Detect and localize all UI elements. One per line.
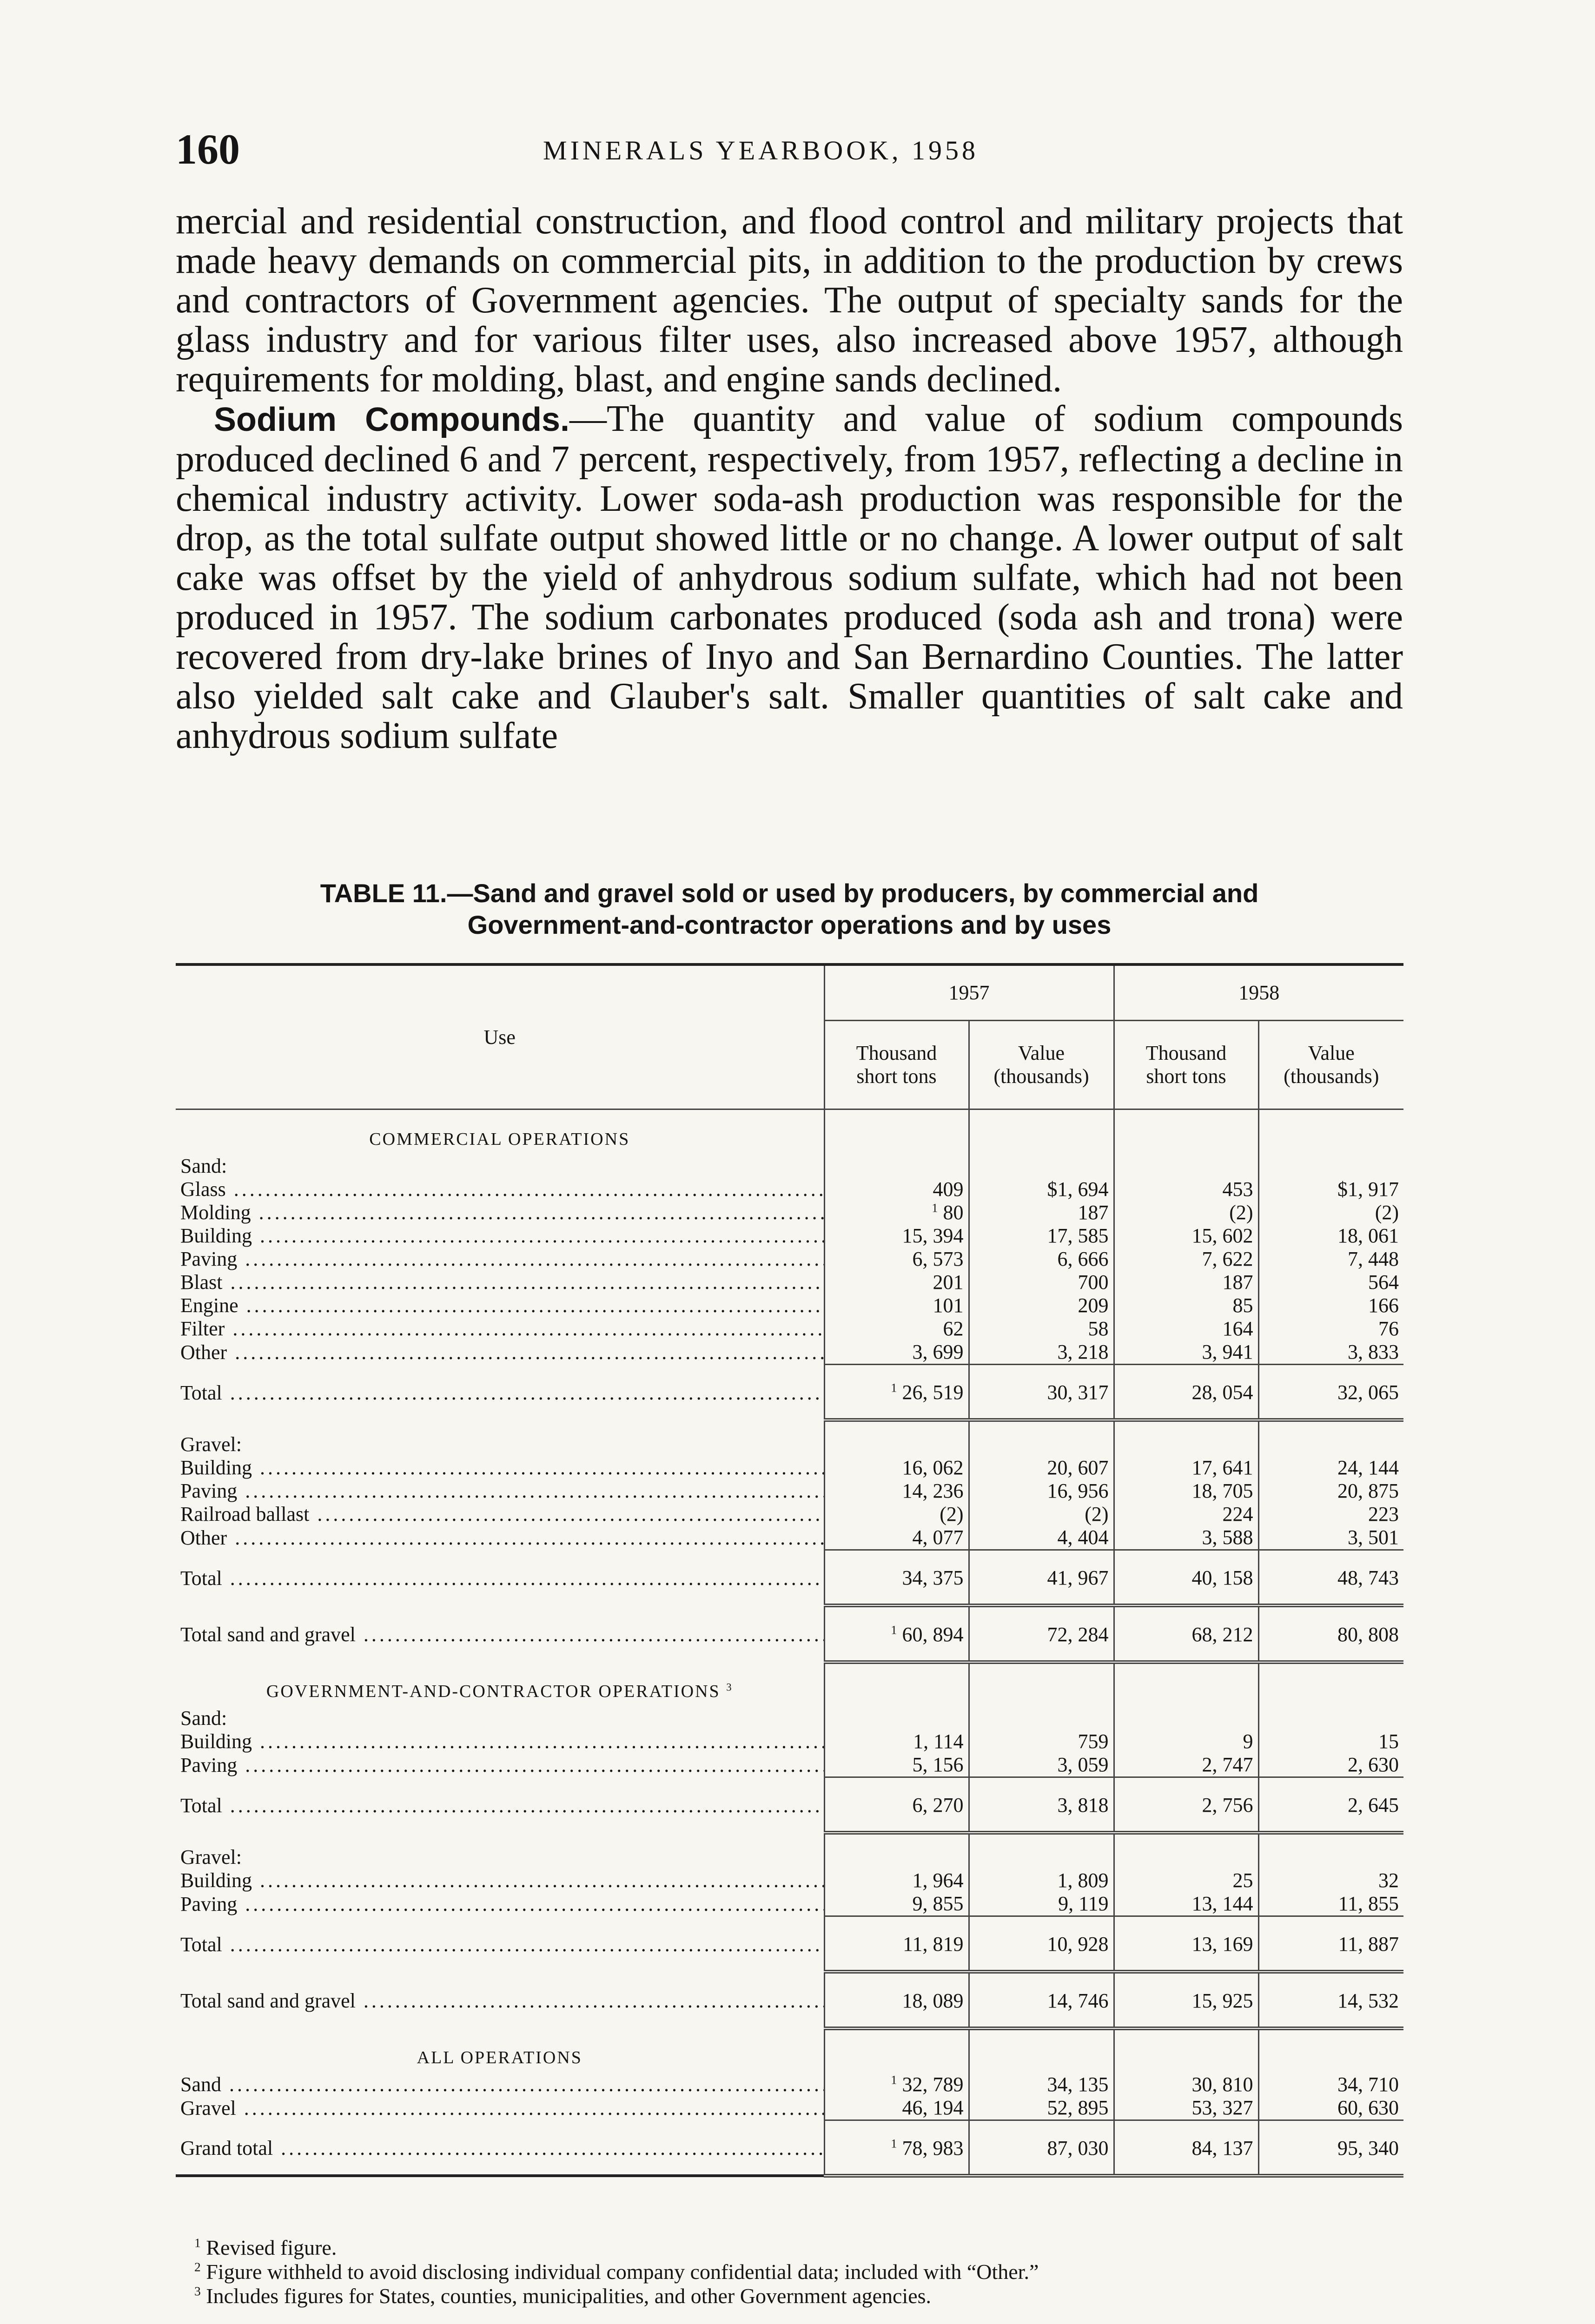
cell-tons-1958: 18, 705 [1114,1479,1258,1503]
column-header-tons-1958: Thousand short tons [1114,1021,1258,1109]
table-row [176,1271,1403,1294]
cell-value-1958: 14, 532 [1258,1972,1403,2028]
cell-tons-1957: 3, 699 [824,1340,969,1365]
empty-cell [1258,1662,1403,1707]
cell-tons-1958: 53, 327 [1114,2096,1258,2120]
cell-use: Engine ..... [176,1294,824,1317]
group-label-row [176,1155,1403,1178]
cell-use: Building ..... [176,1730,824,1753]
running-title: MINERALS YEARBOOK, 1958 [543,135,979,165]
cell-value-1958: 3, 501 [1258,1526,1403,1550]
cell-value-1957: 58 [969,1317,1114,1340]
spacer-row [176,1833,1403,1846]
column-header-1958: 1958 [1114,964,1403,1021]
column-header-1957: 1957 [824,964,1114,1021]
cell-tons-1957: 1, 114 [824,1730,969,1753]
cell-value-1958: 564 [1258,1271,1403,1294]
run-in-heading: Sodium Compounds. [214,401,570,438]
group-label-row [176,1846,1403,1869]
cell-tons-1958: 7, 622 [1114,1248,1258,1271]
cell-value-1957: 4, 404 [969,1526,1114,1550]
footnote [194,2284,1403,2308]
cell-tons-1957: $^1$ 32, 789 [824,2073,969,2096]
empty-cell [824,1155,969,1178]
cell-use: Filter ..... [176,1317,824,1340]
cell-value-1958: 24, 144 [1258,1456,1403,1479]
table-row [176,1365,1403,1420]
cell-tons-1958: 187 [1114,1271,1258,1294]
empty-cell [824,1433,969,1456]
cell-use: Paving ..... [176,1248,824,1271]
cell-use: Building ..... [176,1869,824,1892]
cell-use: Paving ..... [176,1753,824,1777]
cell-value-1958: 223 [1258,1503,1403,1526]
cell-tons-1958: 2, 756 [1114,1777,1258,1833]
paragraph-text: —The quantity and value of sodium compounds produced declined 6 and 7 percent, respectively, from 1957, reflecting a decline in chemical industry activity. Lower soda-ash production was responsible for the drop, as the total sulfate output showed little or no change. A lower output of salt cake was offset by the yield of anhydrous sodium sulfate, which had not been produced in 1957. The sodium carbonates produced (soda ash and trona) were recovered from dry-lake brines of Inyo and San Bernardino Counties. The latter also yielded salt cake and Glauber's salt. Smaller quantities of salt cake and anhydrous sodium sulfate [176,398,1403,756]
cell-value-1958: 3, 833 [1258,1340,1403,1365]
section-heading-row [176,1109,1403,1155]
empty-cell [1258,2028,1403,2073]
cell-value-1957: 3, 818 [969,1777,1114,1833]
cell-tons-1958: 40, 158 [1114,1550,1258,1606]
table-row [176,1340,1403,1365]
cell-use: Total sand and gravel ..... [176,1605,824,1662]
body-text [176,202,1403,756]
cell-value-1957: 34, 135 [969,2073,1114,2096]
cell-use: Gravel ..... [176,2096,824,2120]
empty-cell [969,1707,1114,1730]
table-row [176,1248,1403,1271]
cell-use: Grand total ..... [176,2120,824,2176]
cell-tons-1957: $^1$ 80 [824,1201,969,1224]
empty-cell [824,1846,969,1869]
cell-use: Total ..... [176,1916,824,1972]
cell-value-1957: 759 [969,1730,1114,1753]
table-row [176,1892,1403,1916]
cell-value-1957: (2) [969,1503,1114,1526]
cell-value-1958: (2) [1258,1201,1403,1224]
cell-tons-1958: 3, 588 [1114,1526,1258,1550]
group-label-row [176,1433,1403,1456]
cell-value-1957: 700 [969,1271,1114,1294]
empty-cell [969,1433,1114,1456]
cell-tons-1958: (2) [1114,1201,1258,1224]
column-header-value-1958: Value (thousands) [1258,1021,1403,1109]
footnote-marker: 2 [194,2259,201,2274]
table-row [176,2096,1403,2120]
footnote-text: Revised figure. [206,2236,337,2259]
table-row [176,1550,1403,1606]
cell-tons-1958: 85 [1114,1294,1258,1317]
cell-value-1957: 30, 317 [969,1365,1114,1420]
cell-value-1957: 72, 284 [969,1605,1114,1662]
cell-value-1957: 6, 666 [969,1248,1114,1271]
table-row [176,1479,1403,1503]
cell-value-1958: 95, 340 [1258,2120,1403,2176]
cell-tons-1958: 164 [1114,1317,1258,1340]
footnote-marker: 1 [194,2235,201,2250]
group-label: Gravel: [180,1433,242,1456]
footnote-marker: 1 [891,1380,897,1395]
section-heading-row [176,1662,1403,1707]
empty-cell [824,1109,969,1155]
table-row [176,1730,1403,1753]
cell-value-1958: 60, 630 [1258,2096,1403,2120]
cell-tons-1957: 46, 194 [824,2096,969,2120]
cell-value-1958: 166 [1258,1294,1403,1317]
cell-tons-1957: 101 [824,1294,969,1317]
footnote-marker: 3 [726,1681,733,1693]
table-row [176,1972,1403,2028]
empty-cell [824,2028,969,2073]
table-row [176,1503,1403,1526]
group-label: Sand: [180,1155,227,1177]
cell-value-1957: $1, 694 [969,1178,1114,1201]
cell-tons-1957: $^1$ 26, 519 [824,1365,969,1420]
cell-tons-1958: 28, 054 [1114,1365,1258,1420]
cell-value-1958: 2, 645 [1258,1777,1403,1833]
cell-tons-1957: 409 [824,1178,969,1201]
cell-tons-1958: 13, 144 [1114,1892,1258,1916]
group-label: Gravel: [180,1846,242,1868]
table-row [176,1317,1403,1340]
section-heading: GOVERNMENT-AND-CONTRACTOR OPERATIONS $^3$ [266,1681,733,1701]
empty-cell [1258,1707,1403,1730]
footnote [194,2236,1403,2260]
cell-value-1957: 209 [969,1294,1114,1317]
cell-value-1957: 41, 967 [969,1550,1114,1606]
empty-cell [824,1707,969,1730]
cell-tons-1957: 15, 394 [824,1224,969,1248]
cell-value-1958: $1, 917 [1258,1178,1403,1201]
cell-value-1957: 20, 607 [969,1456,1114,1479]
cell-use: Glass ..... [176,1178,824,1201]
cell-tons-1958: 3, 941 [1114,1340,1258,1365]
cell-value-1957: 87, 030 [969,2120,1114,2176]
cell-tons-1957: 9, 855 [824,1892,969,1916]
footnote-marker: 1 [932,1201,938,1215]
empty-cell [1114,1433,1258,1456]
cell-tons-1957: 6, 573 [824,1248,969,1271]
empty-cell [1258,1846,1403,1869]
group-label-row [176,1707,1403,1730]
cell-tons-1958: 9 [1114,1730,1258,1753]
cell-tons-1957: 34, 375 [824,1550,969,1606]
table-row [176,1777,1403,1833]
cell-value-1958: 15 [1258,1730,1403,1753]
table-row [176,1753,1403,1777]
cell-tons-1958: 84, 137 [1114,2120,1258,2176]
cell-tons-1958: 25 [1114,1869,1258,1892]
empty-cell [1114,1155,1258,1178]
page-number: 160 [176,125,240,173]
cell-use: Building ..... [176,1456,824,1479]
paragraph-continued: mercial and residential construction, and flood control and military projects that made heavy demands on commercial pits, in addition to the production by crews and contractors of Government agencies. The output of specialty sands for the glass industry and for various filter uses, also increased above 1957, although requirements for molding, blast, and engine sands declined. [176,201,1403,400]
sand-gravel-table [176,963,1403,2178]
cell-use: Paving ..... [176,1892,824,1916]
cell-value-1958: 32, 065 [1258,1365,1403,1420]
table-caption [176,878,1403,941]
cell-tons-1957: 16, 062 [824,1456,969,1479]
cell-use: Blast ..... [176,1271,824,1294]
cell-value-1957: 9, 119 [969,1892,1114,1916]
cell-value-1957: 17, 585 [969,1224,1114,1248]
cell-value-1958: 32 [1258,1869,1403,1892]
cell-tons-1957: 201 [824,1271,969,1294]
spacer-row [176,1420,1403,1433]
section-heading: COMMERCIAL OPERATIONS [369,1129,630,1149]
cell-value-1958: 7, 448 [1258,1248,1403,1271]
empty-cell [969,1846,1114,1869]
page-header [176,125,1403,176]
cell-tons-1957: 4, 077 [824,1526,969,1550]
table-body [176,1109,1403,2176]
caption-line: TABLE 11.—Sand and gravel sold or used by producers, by commercial and [320,878,1259,908]
column-header-use: Use [176,964,824,1109]
table-row [176,1916,1403,1972]
cell-tons-1958: 224 [1114,1503,1258,1526]
cell-value-1958: 34, 710 [1258,2073,1403,2096]
empty-cell [969,1155,1114,1178]
footnote-text: Includes figures for States, counties, municipalities, and other Government agencies. [206,2284,932,2308]
cell-use: Paving ..... [176,1479,824,1503]
cell-use: Sand ..... [176,2073,824,2096]
empty-cell [824,1662,969,1707]
cell-tons-1957: (2) [824,1503,969,1526]
cell-value-1958: 11, 855 [1258,1892,1403,1916]
empty-cell [969,2028,1114,2073]
empty-cell [1114,1662,1258,1707]
cell-tons-1958: 30, 810 [1114,2073,1258,2096]
cell-value-1958: 11, 887 [1258,1916,1403,1972]
cell-value-1958: 80, 808 [1258,1605,1403,1662]
cell-use: Railroad ballast ..... [176,1503,824,1526]
cell-value-1958: 20, 875 [1258,1479,1403,1503]
empty-cell [1114,1846,1258,1869]
cell-tons-1958: 17, 641 [1114,1456,1258,1479]
table-row [176,1294,1403,1317]
cell-use: Molding ..... [176,1201,824,1224]
cell-tons-1957: 18, 089 [824,1972,969,2028]
cell-tons-1958: 2, 747 [1114,1753,1258,1777]
cell-tons-1957: 5, 156 [824,1753,969,1777]
empty-cell [1114,1707,1258,1730]
table-row [176,2120,1403,2176]
cell-tons-1958: 15, 602 [1114,1224,1258,1248]
paragraph-sodium-compounds [176,399,1403,756]
cell-tons-1957: 1, 964 [824,1869,969,1892]
cell-value-1957: 16, 956 [969,1479,1114,1503]
cell-value-1958: 18, 061 [1258,1224,1403,1248]
table-row [176,1224,1403,1248]
table-row [176,1526,1403,1550]
cell-use: Total ..... [176,1550,824,1606]
table-row [176,1869,1403,1892]
footnote-marker: 1 [891,2136,897,2151]
empty-cell [1258,1433,1403,1456]
cell-value-1957: 1, 809 [969,1869,1114,1892]
table-row [176,1178,1403,1201]
cell-use: Total ..... [176,1365,824,1420]
footnote-marker: 3 [194,2284,201,2298]
cell-use: Total ..... [176,1777,824,1833]
footnote-marker: 1 [891,2073,897,2087]
cell-tons-1958: 453 [1114,1178,1258,1201]
empty-cell [969,1109,1114,1155]
column-header-value-1957: Value (thousands) [969,1021,1114,1109]
table-row [176,2073,1403,2096]
cell-value-1957: 14, 746 [969,1972,1114,2028]
table-row [176,1201,1403,1224]
cell-value-1957: 3, 059 [969,1753,1114,1777]
cell-tons-1958: 68, 212 [1114,1605,1258,1662]
cell-tons-1957: 6, 270 [824,1777,969,1833]
footnote [194,2260,1403,2284]
table-row [176,1605,1403,1662]
cell-value-1957: 3, 218 [969,1340,1114,1365]
footnote-text: Figure withheld to avoid disclosing individual company confidential data; included with “Other.” [206,2260,1039,2284]
cell-value-1958: 2, 630 [1258,1753,1403,1777]
cell-tons-1957: 11, 819 [824,1916,969,1972]
cell-use: Other ..... [176,1526,824,1550]
cell-tons-1957: 62 [824,1317,969,1340]
cell-tons-1957: 14, 236 [824,1479,969,1503]
caption-line: Government-and-contractor operations and by uses [467,910,1112,939]
cell-value-1957: 52, 895 [969,2096,1114,2120]
cell-use: Other ..... [176,1340,824,1365]
section-heading: ALL OPERATIONS [417,2048,582,2067]
empty-cell [1114,1109,1258,1155]
cell-tons-1957: $^1$ 60, 894 [824,1605,969,1662]
cell-use: Building ..... [176,1224,824,1248]
cell-value-1957: 10, 928 [969,1916,1114,1972]
group-label: Sand: [180,1707,227,1730]
empty-cell [969,1662,1114,1707]
cell-tons-1958: 15, 925 [1114,1972,1258,2028]
footnote-marker: 1 [891,1623,897,1637]
cell-value-1958: 76 [1258,1317,1403,1340]
empty-cell [1258,1109,1403,1155]
column-header-tons-1957: Thousand short tons [824,1021,969,1109]
cell-value-1957: 187 [969,1201,1114,1224]
cell-tons-1957: $^1$ 78, 983 [824,2120,969,2176]
cell-value-1958: 48, 743 [1258,1550,1403,1606]
footnotes [194,2236,1403,2308]
cell-use: Total sand and gravel ..... [176,1972,824,2028]
empty-cell [1258,1155,1403,1178]
empty-cell [1114,2028,1258,2073]
section-heading-row [176,2028,1403,2073]
cell-tons-1958: 13, 169 [1114,1916,1258,1972]
table-row [176,1456,1403,1479]
